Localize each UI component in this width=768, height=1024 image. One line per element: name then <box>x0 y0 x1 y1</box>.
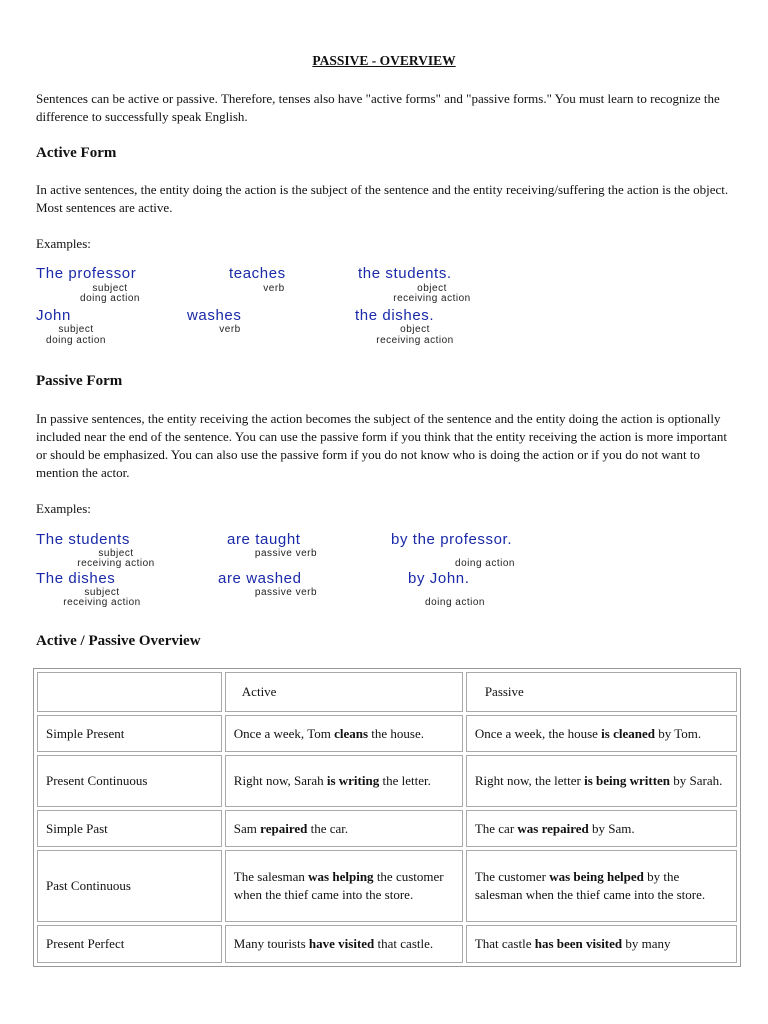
table-row <box>37 925 737 963</box>
passive-cell: Right now, the letter is being written by Sarah. <box>466 755 737 807</box>
page-title: PASSIVE - OVERVIEW <box>312 53 456 68</box>
passive-ex2-verb-label: passive verb <box>254 587 318 598</box>
active-ex2-verb-label: verb <box>219 324 241 335</box>
passive-ex2-agent: by John. <box>408 570 470 587</box>
active-ex1-object-role: receiving action <box>393 293 471 304</box>
intro-paragraph: Sentences can be active or passive. Therefore, tenses also have "active forms" and "passive forms." You must learn to recognize the difference to successfully speak English. <box>36 91 720 124</box>
active-ex2-subject: John <box>36 307 71 324</box>
passive-ex1-agent: by the professor. <box>391 531 513 548</box>
passive-cell: The car was repaired by Sam. <box>466 810 737 847</box>
tense-cell: Simple Present <box>37 715 222 752</box>
active-cell: Many tourists have visited that castle. <box>225 925 463 963</box>
active-ex1-subject-role: doing action <box>80 293 140 304</box>
header-cell-active: Active <box>225 672 463 712</box>
passive-ex1-verb: are taught <box>227 531 301 548</box>
passive-ex1-agent-label: doing action <box>455 558 515 569</box>
active-cell: Once a week, Tom cleans the house. <box>225 715 463 752</box>
overview-heading: Active / Passive Overview <box>36 633 201 649</box>
active-ex2-object-role: receiving action <box>376 335 454 346</box>
passive-form-text: In passive sentences, the entity receiving the action becomes the subject of the sentence and the entity doing the action is optionally included near the end of the sentence. You can use the passive form if you think that the entity receiving the action is more important or should be emphasized. You can also use the passive form if you do not know who is doing the action or if you do not want to mention the actor. <box>36 411 727 480</box>
active-form-heading: Active Form <box>36 145 117 161</box>
table-row <box>37 850 737 922</box>
active-ex1-object-label: object <box>417 283 447 294</box>
passive-ex2-subject-role: receiving action <box>63 597 141 608</box>
table-row <box>37 810 737 847</box>
active-ex2-verb: washes <box>187 307 242 324</box>
tense-cell: Present Perfect <box>37 925 222 963</box>
tense-cell: Simple Past <box>37 810 222 847</box>
active-ex1-object: the students. <box>358 265 452 282</box>
passive-ex1-subject: The students <box>36 531 130 548</box>
passive-ex2-subject: The dishes <box>36 570 116 587</box>
active-ex1-verb-label: verb <box>263 283 285 294</box>
passive-ex2-subject-label: subject <box>84 587 120 598</box>
header-cell-tense <box>37 672 222 712</box>
passive-ex1-verb-label: passive verb <box>254 548 318 559</box>
passive-ex2-agent-label: doing action <box>425 597 485 608</box>
table-header-row <box>37 672 737 712</box>
active-ex1-subject-label: subject <box>92 283 128 294</box>
active-ex2-subject-label: subject <box>58 324 94 335</box>
passive-cell: That castle has been visited by many <box>466 925 737 963</box>
active-ex2-object: the dishes. <box>355 307 435 324</box>
table-row <box>37 715 737 752</box>
passive-cell: The customer was being helped by the salesman when the thief came into the store. <box>466 850 737 922</box>
tense-cell: Present Continuous <box>37 755 222 807</box>
active-ex2-object-label: object <box>400 324 430 335</box>
passive-examples-label: Examples: <box>36 501 91 516</box>
active-ex2-subject-role: doing action <box>46 335 106 346</box>
active-cell: Sam repaired the car. <box>225 810 463 847</box>
header-cell-passive: Passive <box>466 672 737 712</box>
passive-ex1-subject-role: receiving action <box>77 558 155 569</box>
active-examples-label: Examples: <box>36 236 91 251</box>
passive-cell: Once a week, the house is cleaned by Tom. <box>466 715 737 752</box>
passive-form-heading: Passive Form <box>36 373 123 389</box>
active-cell: Right now, Sarah is writing the letter. <box>225 755 463 807</box>
table-row <box>37 755 737 807</box>
active-passive-table <box>33 668 741 967</box>
active-cell: The salesman was helping the customer when the thief came into the store. <box>225 850 463 922</box>
active-ex1-subject: The professor <box>36 265 137 282</box>
passive-ex2-verb: are washed <box>218 570 302 587</box>
active-ex1-verb: teaches <box>229 265 286 282</box>
passive-ex1-subject-label: subject <box>98 548 134 559</box>
tense-cell: Past Continuous <box>37 850 222 922</box>
active-form-text: In active sentences, the entity doing the action is the subject of the sentence and the entity receiving/suffering the action is the object. Most sentences are active. <box>36 182 729 215</box>
